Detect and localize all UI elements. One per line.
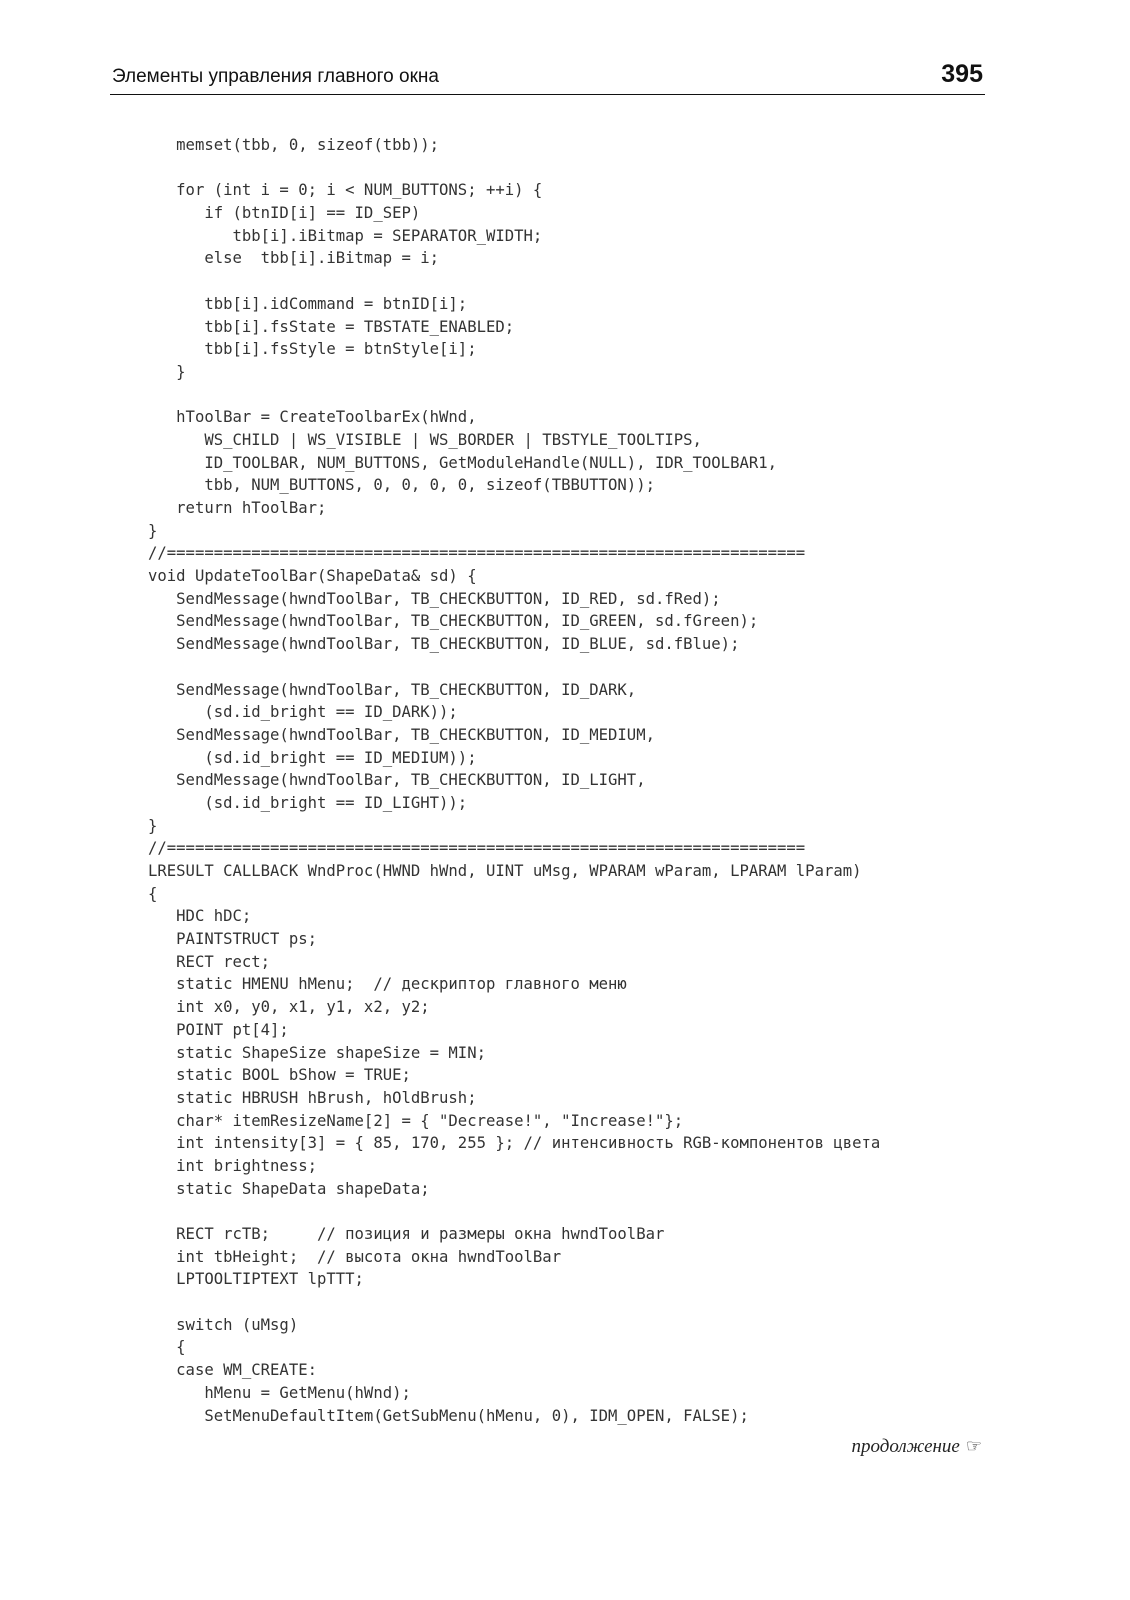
code-line: POINT pt[4]; <box>148 1020 289 1039</box>
code-line: int brightness; <box>148 1156 317 1175</box>
code-line <box>148 1200 998 1223</box>
code-line: static HBRUSH hBrush, hOldBrush; <box>148 1088 477 1107</box>
code-line: int tbHeight; // высота окна hwndToolBar <box>148 1247 562 1266</box>
code-line: ID_TOOLBAR, NUM_BUTTONS, GetModuleHandle(NULL), IDR_TOOLBAR1, <box>148 453 778 472</box>
code-line: for (int i = 0; i < NUM_BUTTONS; ++i) { <box>148 181 543 200</box>
continued-note <box>851 1436 982 1458</box>
code-line: case WM_CREATE: <box>148 1361 317 1380</box>
code-line: else tbb[i].iBitmap = i; <box>148 249 440 268</box>
code-line: tbb[i].fsStyle = btnStyle[i]; <box>148 340 477 359</box>
code-line: hToolBar = CreateToolbarEx(hWnd, <box>148 408 477 427</box>
code-line: //==================================================================== <box>148 544 806 563</box>
continued-label: продолжение <box>851 1436 960 1457</box>
code-line: SendMessage(hwndToolBar, TB_CHECKBUTTON, ID_MEDIUM, <box>148 725 655 744</box>
code-line: { <box>148 1338 186 1357</box>
code-line: (sd.id_bright == ID_DARK)); <box>148 703 458 722</box>
code-line: int intensity[3] = { 85, 170, 255 }; // интенсивность RGB-компонентов цвета <box>148 1134 881 1153</box>
code-line: tbb[i].fsState = TBSTATE_ENABLED; <box>148 317 515 336</box>
code-line: char* itemResizeName[2] = { "Decrease!", "Increase!"}; <box>148 1111 684 1130</box>
code-line: } <box>148 362 186 381</box>
code-line: switch (uMsg) <box>148 1315 299 1334</box>
code-line: tbb, NUM_BUTTONS, 0, 0, 0, 0, sizeof(TBBUTTON)); <box>148 476 655 495</box>
code-line: void UpdateToolBar(ShapeData& sd) { <box>148 567 477 586</box>
code-line: return hToolBar; <box>148 499 327 517</box>
code-line: static BOOL bShow = TRUE; <box>148 1066 411 1085</box>
code-line: static ShapeData shapeData; <box>148 1179 430 1198</box>
code-line: //==================================================================== <box>148 839 806 858</box>
code-line: SendMessage(hwndToolBar, TB_CHECKBUTTON, ID_RED, sd.fRed); <box>148 589 721 608</box>
code-line <box>148 157 998 180</box>
code-line: SetMenuDefaultItem(GetSubMenu(hMenu, 0), IDM_OPEN, FALSE); <box>148 1406 749 1425</box>
code-line: SendMessage(hwndToolBar, TB_CHECKBUTTON, ID_DARK, <box>148 680 637 699</box>
code-line: LPTOOLTIPTEXT lpTTT; <box>148 1270 364 1289</box>
code-line: HDC hDC; <box>148 907 252 926</box>
code-line: SendMessage(hwndToolBar, TB_CHECKBUTTON, ID_LIGHT, <box>148 771 646 790</box>
code-line <box>148 384 998 407</box>
code-line <box>148 270 998 293</box>
pointing-hand-icon: ☞ <box>965 1436 982 1456</box>
code-line: tbb[i].idCommand = btnID[i]; <box>148 294 468 313</box>
code-line: { <box>148 884 158 903</box>
code-line: int x0, y0, x1, y1, x2, y2; <box>148 998 430 1017</box>
code-line <box>148 1291 998 1314</box>
page-number: 395 <box>941 60 983 88</box>
code-line: SendMessage(hwndToolBar, TB_CHECKBUTTON, ID_BLUE, sd.fBlue); <box>148 635 740 654</box>
code-line: RECT rcTB; // позиция и размеры окна hwndToolBar <box>148 1225 665 1243</box>
code-line: tbb[i].iBitmap = SEPARATOR_WIDTH; <box>148 226 543 245</box>
code-line: static ShapeSize shapeSize = MIN; <box>148 1043 486 1062</box>
code-line: static HMENU hMenu; // дескриптор главного меню <box>148 975 627 994</box>
running-header <box>110 58 985 95</box>
code-line: hMenu = GetMenu(hWnd); <box>148 1383 411 1402</box>
code-line: PAINTSTRUCT ps; <box>148 930 317 949</box>
code-line: (sd.id_bright == ID_MEDIUM)); <box>148 748 477 767</box>
code-line: memset(tbb, 0, sizeof(tbb)); <box>148 136 440 154</box>
code-line <box>148 656 998 679</box>
code-line: } <box>148 816 158 835</box>
code-line: WS_CHILD | WS_VISIBLE | WS_BORDER | TBSTYLE_TOOLTIPS, <box>148 430 702 449</box>
code-line: } <box>148 521 158 540</box>
code-line: SendMessage(hwndToolBar, TB_CHECKBUTTON, ID_GREEN, sd.fGreen); <box>148 612 759 631</box>
code-listing <box>148 134 998 1427</box>
code-line: if (btnID[i] == ID_SEP) <box>148 204 421 223</box>
code-line: LRESULT CALLBACK WndProc(HWND hWnd, UINT uMsg, WPARAM wParam, LPARAM lParam) <box>148 862 862 880</box>
code-line: RECT rect; <box>148 952 271 971</box>
header-title: Элементы управления главного окна <box>112 66 439 87</box>
code-line: (sd.id_bright == ID_LIGHT)); <box>148 793 468 812</box>
